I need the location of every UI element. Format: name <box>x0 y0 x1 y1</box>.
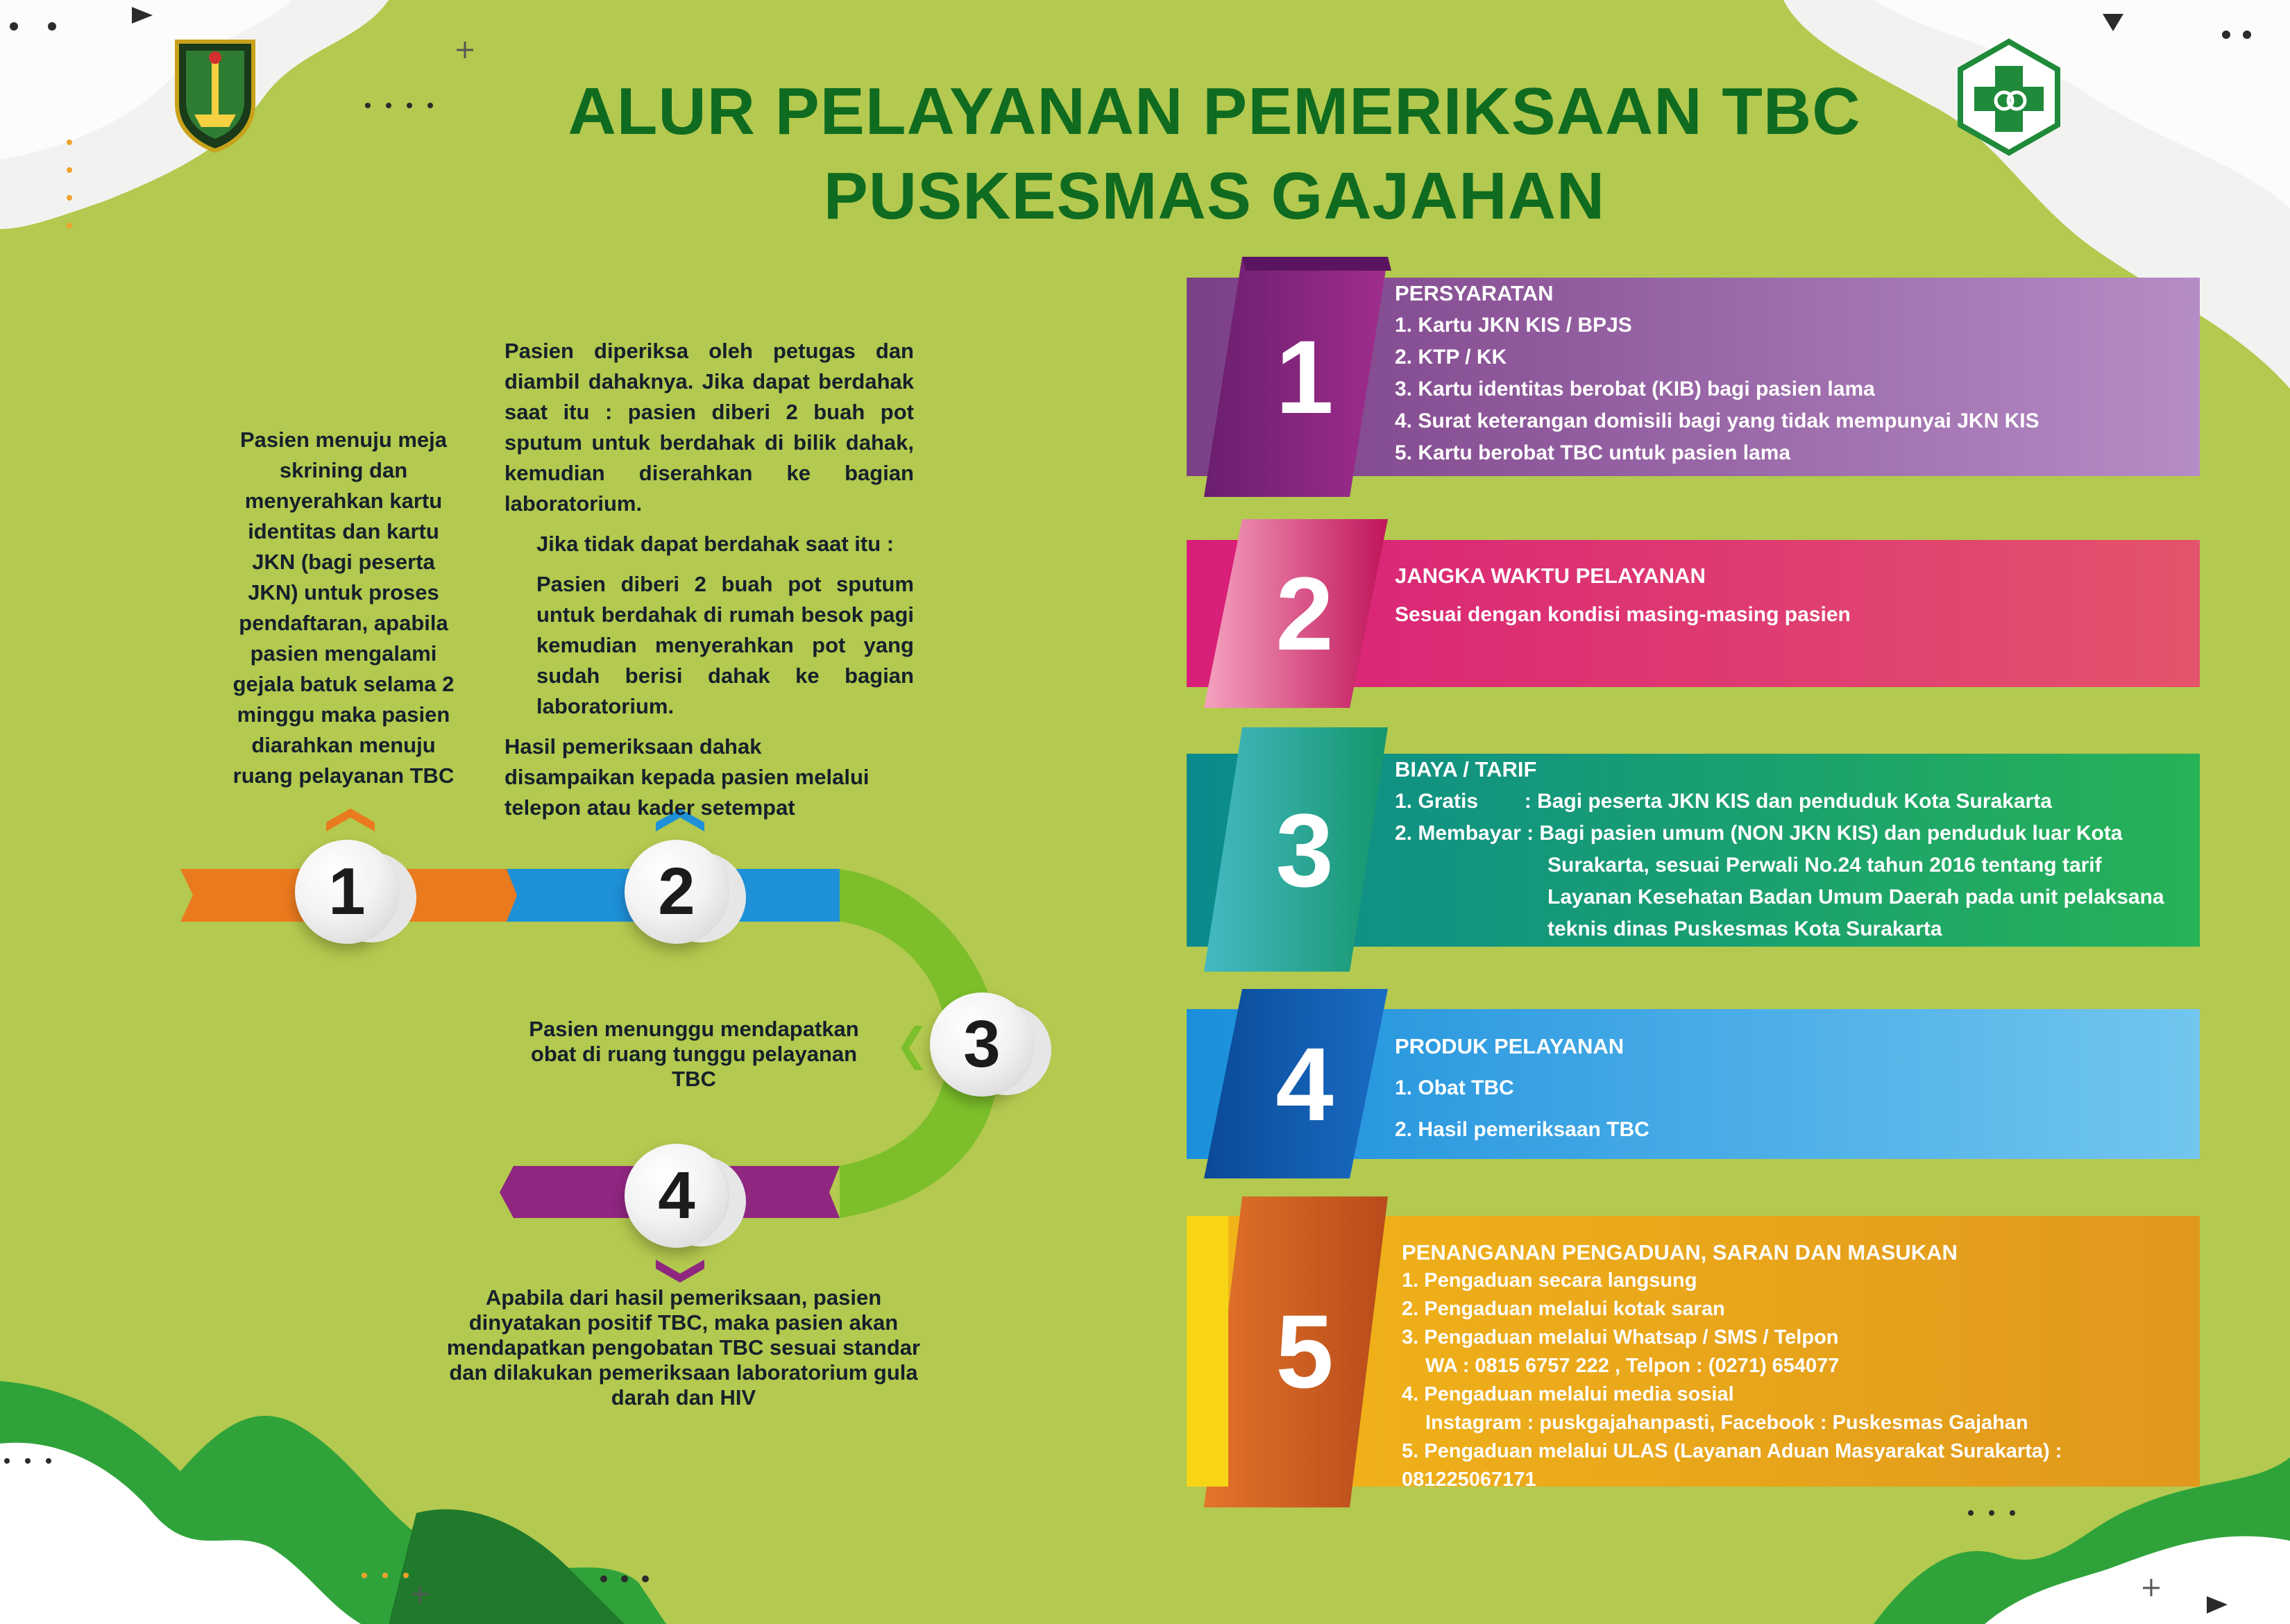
step-2-paragraph-1: Pasien diperiksa oleh petugas dan diambil dahaknya. Jika dapat berdahak saat itu : pasien diberi 2 buah pot sputum untuk berdahak di bilik dahak, kemudian diserahkan ke bagian laboratorium. <box>504 339 914 516</box>
step-2-paragraph-2: Jika tidak dapat berdahak saat itu : <box>536 532 894 556</box>
title-line-2: PUSKESMAS GAJAHAN <box>823 159 1606 233</box>
info-1-number: 1 <box>1275 318 1334 435</box>
page-title <box>486 69 1943 239</box>
step-1-circle: 1 <box>295 840 399 944</box>
step-2-circle: 2 <box>625 840 729 944</box>
info-2-number: 2 <box>1275 555 1334 672</box>
info-5-item: 5. Pengaduan melalui ULAS (Layanan Aduan Masyarakat Surakarta) : 081225067171 <box>1402 1440 2062 1491</box>
info-3-item: teknis dinas Puskesmas Kota Surakarta <box>1547 917 1942 940</box>
info-4-item: 1. Obat TBC <box>1395 1076 1514 1099</box>
info-3-number: 3 <box>1275 791 1334 908</box>
info-3-item: Layanan Kesehatan Badan Umum Daerah pada unit pelaksana <box>1547 886 2164 908</box>
step-4-circle: 4 <box>625 1144 729 1248</box>
title-line-1: ALUR PELAYANAN PEMERIKSAAN TBC <box>568 74 1861 149</box>
info-band-jangka-waktu <box>1187 540 2200 687</box>
info-5-item: WA : 0815 6757 222 , Telpon : (0271) 654077 <box>1425 1355 1840 1377</box>
step-3-text: Pasien menunggu mendapatkan obat di ruang tunggu pelayanan TBC <box>529 1017 859 1091</box>
info-3-item: Surakarta, sesuai Perwali No.24 tahun 2016 tentang tarif <box>1547 854 2102 877</box>
surakarta-crest-icon <box>173 38 257 153</box>
info-5-item: 1. Pengaduan secara langsung <box>1402 1269 1697 1292</box>
info-4-number: 4 <box>1275 1025 1334 1142</box>
info-2-item: Sesuai dengan kondisi masing-masing pasien <box>1395 603 1851 626</box>
info-1-item: 1. Kartu JKN KIS / BPJS <box>1395 314 1632 337</box>
step-2-paragraph-4: Hasil pemeriksaan dahak disampaikan kepada pasien melalui telepon atau kader setempat <box>504 734 870 820</box>
info-5-number: 5 <box>1275 1292 1334 1410</box>
info-4-heading: PRODUK PELAYANAN <box>1395 1034 1625 1058</box>
info-1-content <box>1395 278 2186 469</box>
info-3-item: 2. Membayar : Bagi pasien umum (NON JKN KIS) dan penduduk luar Kota <box>1395 822 2123 845</box>
info-4-item: 2. Hasil pemeriksaan TBC <box>1395 1118 1649 1141</box>
puskesmas-cross-icon <box>1957 38 2061 156</box>
info-band-persyaratan <box>1187 278 2200 476</box>
info-5-item: Instagram : puskgajahanpasti, Facebook : Puskesmas Gajahan <box>1425 1412 2028 1434</box>
step-4-text: Apabila dari hasil pemeriksaan, pasien dinyatakan positif TBC, maka pasien akan mendapatkan pengobatan TBC sesuai standar dan dilakukan pemeriksaan laboratorium gula darah dan HIV <box>446 1285 921 1410</box>
info-3-heading: BIAYA / TARIF <box>1395 757 1537 781</box>
step-2-paragraph-3: Pasien diberi 2 buah pot sputum untuk berdahak di rumah besok pagi kemudian menyerahkan pot yang sudah berisi dahak ke bagian laboratorium. <box>536 572 914 718</box>
info-5-content <box>1402 1238 2186 1494</box>
info-1-heading: PERSYARATAN <box>1395 281 1554 305</box>
info-5-item: 3. Pengaduan melalui Whatsap / SMS / Telpon <box>1402 1326 1839 1348</box>
info-band-produk <box>1187 1009 2200 1159</box>
info-2-heading: JANGKA WAKTU PELAYANAN <box>1395 564 1706 588</box>
step-2-text <box>504 336 914 823</box>
info-4-content <box>1395 1026 2186 1151</box>
info-5-item: 4. Pengaduan melalui media sosial <box>1402 1383 1734 1405</box>
info-3-item: 1. Gratis : Bagi peserta JKN KIS dan penduduk Kota Surakarta <box>1395 790 2052 813</box>
info-band-biaya <box>1187 754 2200 947</box>
info-1-item: 4. Surat keterangan domisili bagi yang tidak mempunyai JKN KIS <box>1395 409 2039 432</box>
info-5-item: 2. Pengaduan melalui kotak saran <box>1402 1298 1725 1320</box>
info-1-item: 5. Kartu berobat TBC untuk pasien lama <box>1395 441 1791 464</box>
info-band-pengaduan <box>1187 1216 2200 1491</box>
info-1-item: 3. Kartu identitas berobat (KIB) bagi pasien lama <box>1395 378 1875 400</box>
step-1-text: Pasien menuju meja skrining dan menyerahkan kartu identitas dan kartu JKN (bagi peserta JKN) untuk proses pendaftaran, apabila pasien mengalami gejala batuk selama 2 minggu maka pasien diarahkan menuju ruang pelayanan TBC <box>232 428 455 788</box>
step-3-circle: 3 <box>930 992 1034 1097</box>
info-3-content <box>1395 754 2186 945</box>
info-1-item: 2. KTP / KK <box>1395 346 1507 369</box>
info-5-heading: PENANGANAN PENGADUAN, SARAN DAN MASUKAN <box>1402 1240 1958 1264</box>
info-2-content <box>1395 557 2186 634</box>
